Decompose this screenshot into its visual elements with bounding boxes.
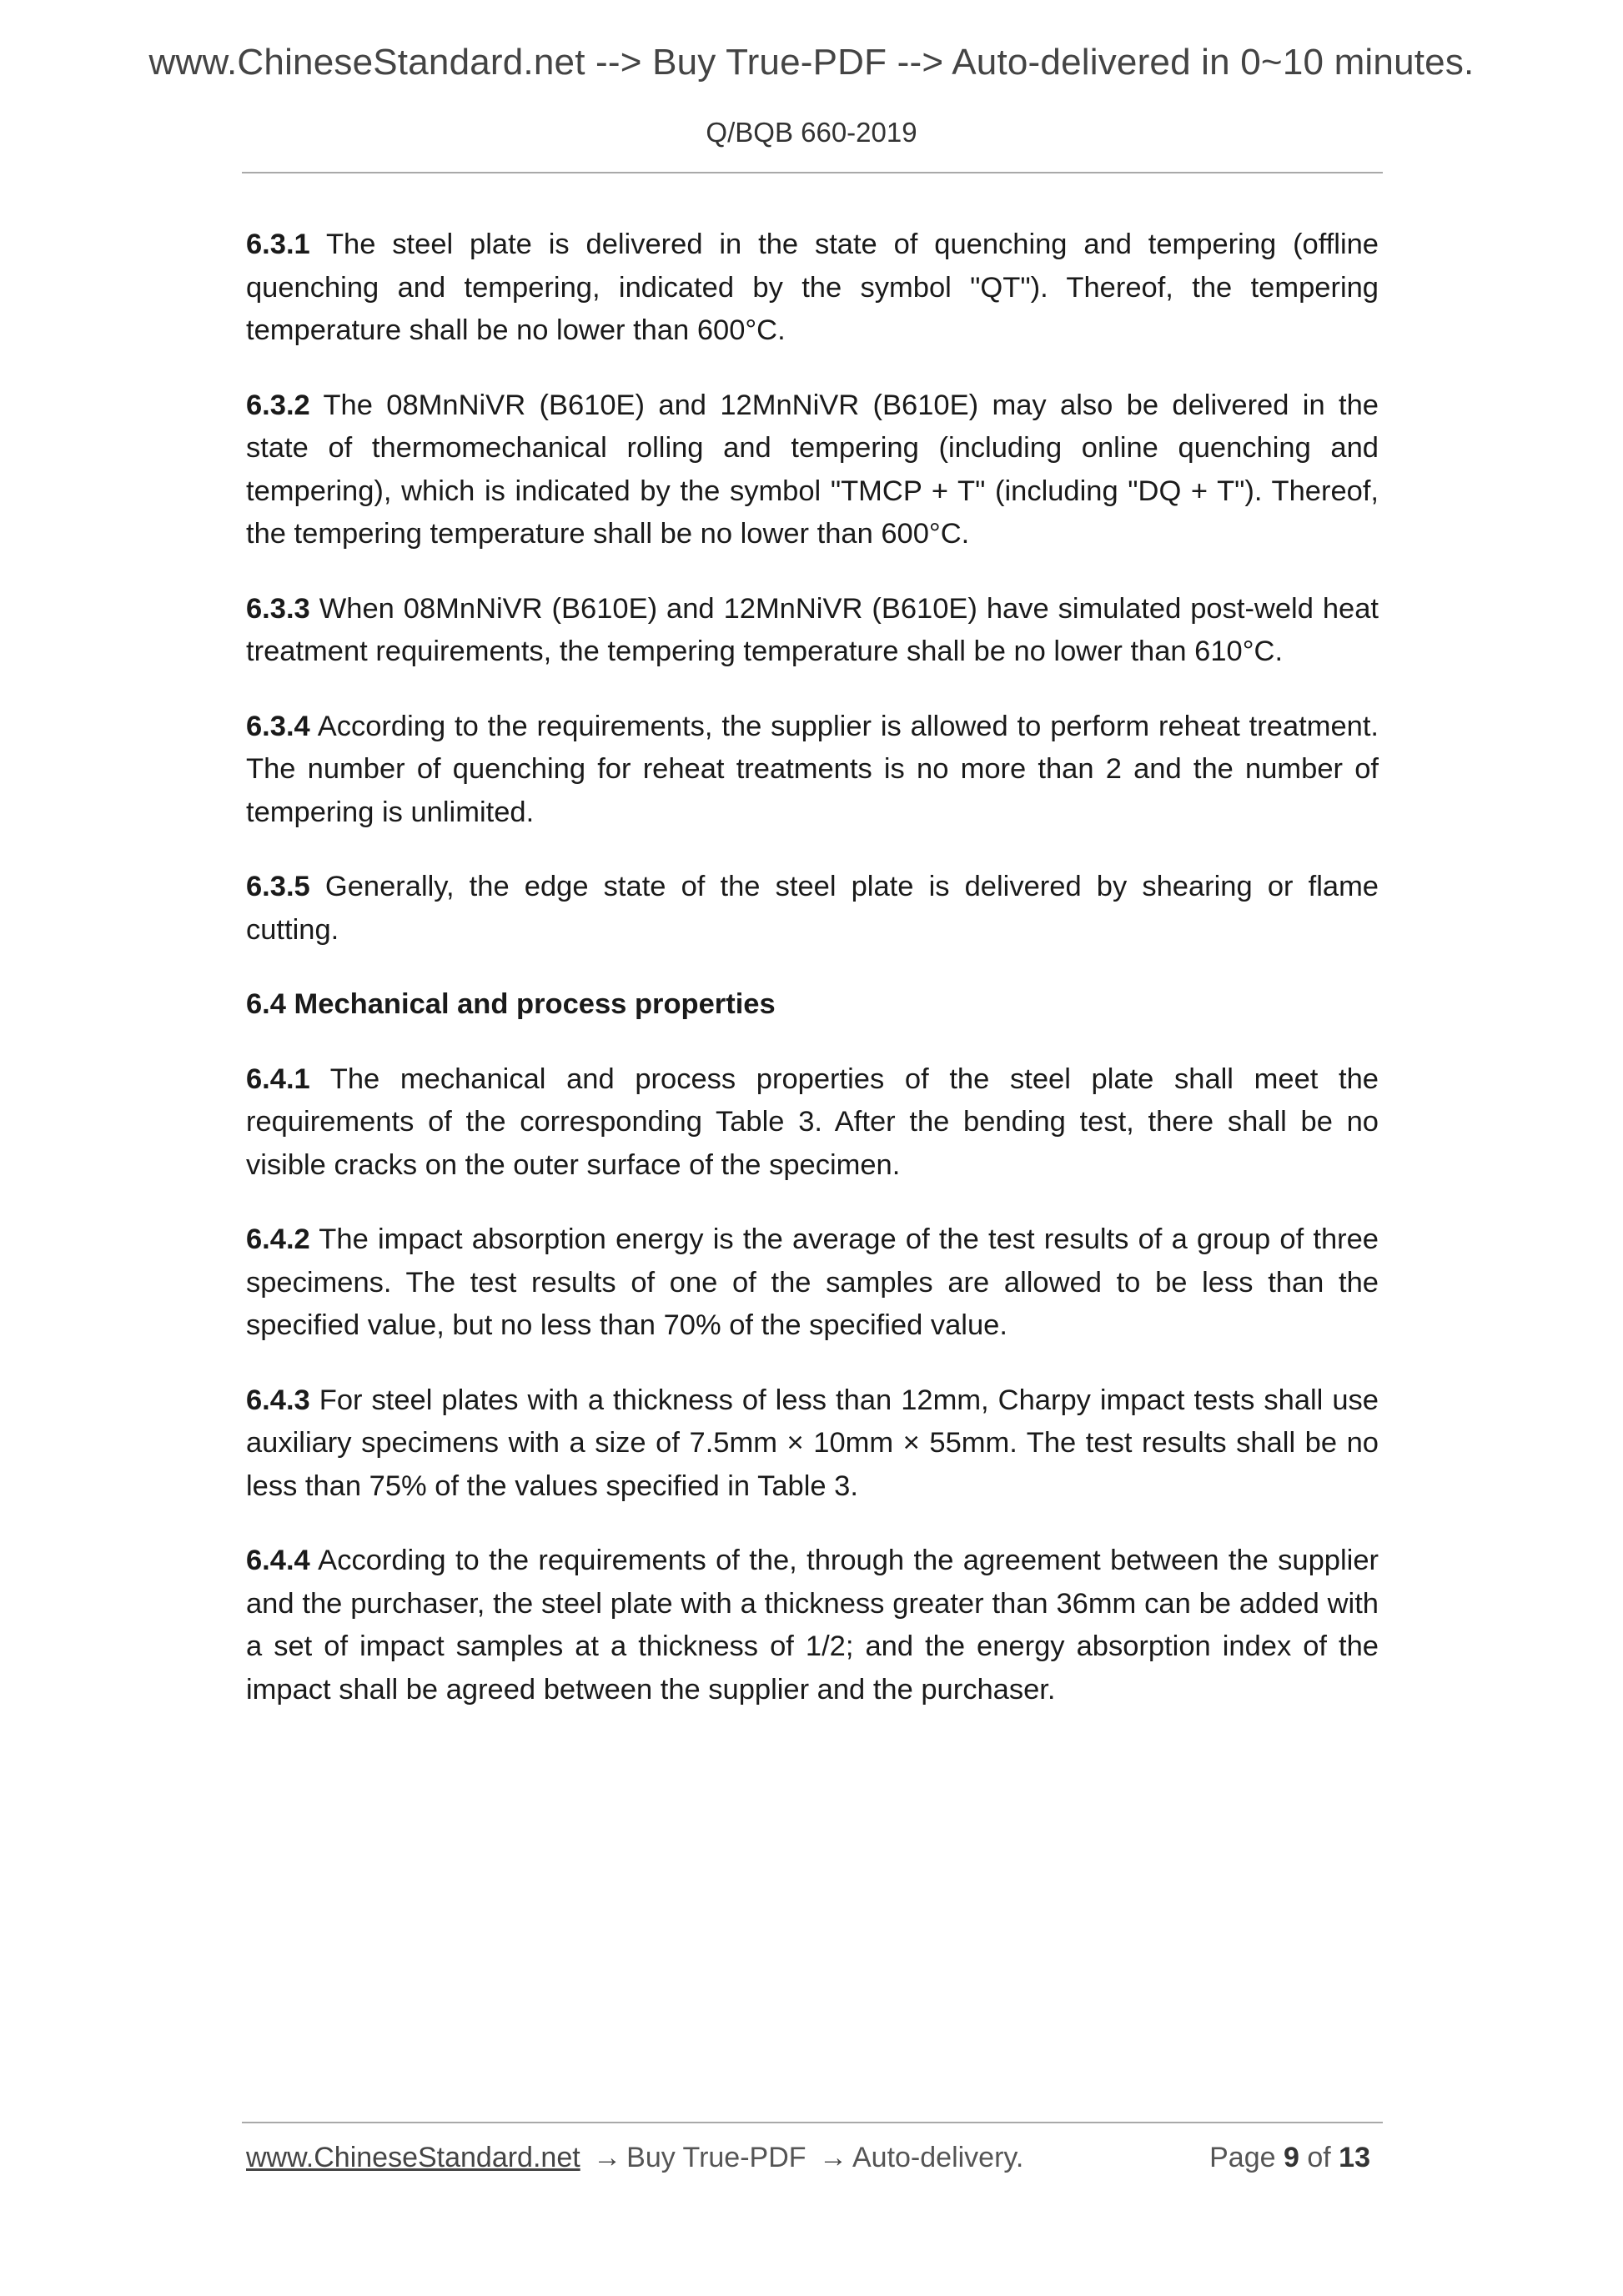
clause-text: The mechanical and process properties of the steel plate shall meet the requirements of the corresponding Table 3. After the bending test, there shall be no visible cracks on the outer surface of the specimen. xyxy=(246,1063,1379,1181)
arrow-right-icon: → xyxy=(818,2142,847,2173)
clause-6-3-1 xyxy=(246,224,1379,353)
top-banner[interactable]: www.ChineseStandard.net --> Buy True-PDF --> Auto-delivered in 0~10 minutes. xyxy=(148,42,1475,83)
clause-6-4-2 xyxy=(246,1218,1379,1348)
current-page: 9 xyxy=(1283,2142,1299,2173)
header-divider xyxy=(242,172,1383,173)
document-code: Q/BQB 660-2019 xyxy=(706,117,917,148)
clause-6-3-2 xyxy=(246,384,1379,556)
clause-number: 6.3.2 xyxy=(246,389,310,421)
footer-buy-text: Buy True-PDF xyxy=(626,2142,806,2173)
arrow-right-icon: → xyxy=(593,2142,622,2173)
section-heading-6-4: 6.4 Mechanical and process properties xyxy=(246,988,776,1020)
clause-text: The impact absorption energy is the average of the test results of a group of three specimens. The test results of one of the samples are allowed to be less than the specified value, but no less than 70% of the specified value. xyxy=(246,1223,1379,1341)
clause-number: 6.3.5 xyxy=(246,871,310,902)
clause-text: Generally, the edge state of the steel plate is delivered by shearing or flame cutting. xyxy=(246,871,1379,946)
of-label: of xyxy=(1307,2142,1331,2173)
clause-text: According to the requirements, the supplier is allowed to perform reheat treatment. The number of quenching for reheat treatments is no more than 2 and the number of tempering is unlimited. xyxy=(246,710,1379,828)
clause-number: 6.3.3 xyxy=(246,592,310,625)
total-pages: 13 xyxy=(1339,2142,1370,2173)
clause-6-4-4 xyxy=(246,1540,1379,1711)
clause-number: 6.3.1 xyxy=(246,229,310,260)
clause-number: 6.3.4 xyxy=(246,710,310,742)
clause-6-4-3 xyxy=(246,1379,1379,1509)
clause-text: The steel plate is delivered in the state of quenching and tempering (offline quenching and tempering, indicated by the symbol "QT"). Thereof, the tempering temperature shall be no lower than 600°C. xyxy=(246,229,1379,346)
clause-number: 6.4.1 xyxy=(246,1063,310,1095)
clause-6-3-3 xyxy=(246,588,1379,674)
document-body xyxy=(246,224,1379,1743)
clause-6-3-5 xyxy=(246,866,1379,952)
clause-text: The 08MnNiVR (B610E) and 12MnNiVR (B610E) may also be delivered in the state of thermomechanical rolling and tempering (including online quenching and tempering), which is indicated by the symbol "TMCP + T" (including "DQ + T"). Thereof, the tempering temperature shall be no lower than 600°C. xyxy=(246,389,1379,550)
footer-auto-text: Auto-delivery. xyxy=(852,2142,1024,2173)
footer-promo xyxy=(246,2142,1023,2174)
clause-number: 6.4.4 xyxy=(246,1545,310,1576)
clause-number: 6.4.2 xyxy=(246,1223,310,1255)
clause-number: 6.4.3 xyxy=(246,1384,310,1416)
clause-text: According to the requirements of the, through the agreement between the supplier and the purchaser, the steel plate with a thickness greater than 36mm can be added with a set of impact samples at a thickness of 1/2; and the energy absorption index of the impact shall be agreed between the supplier and the purchaser. xyxy=(246,1545,1379,1706)
footer-site-link[interactable]: www.ChineseStandard.net xyxy=(246,2142,580,2173)
page-footer xyxy=(246,2142,1379,2183)
clause-6-4-1 xyxy=(246,1058,1379,1188)
page-number xyxy=(1209,2142,1370,2174)
page-label: Page xyxy=(1209,2142,1276,2173)
clause-text: For steel plates with a thickness of less than 12mm, Charpy impact tests shall use auxiliary specimens with a size of 7.5mm × 10mm × 55mm. The test results shall be no less than 75% of the values specified in Table 3. xyxy=(246,1384,1379,1502)
clause-6-3-4 xyxy=(246,706,1379,835)
clause-text: When 08MnNiVR (B610E) and 12MnNiVR (B610E) have simulated post-weld heat treatment requirements, the tempering temperature shall be no lower than 610°C. xyxy=(246,592,1379,667)
footer-divider xyxy=(242,2122,1383,2123)
